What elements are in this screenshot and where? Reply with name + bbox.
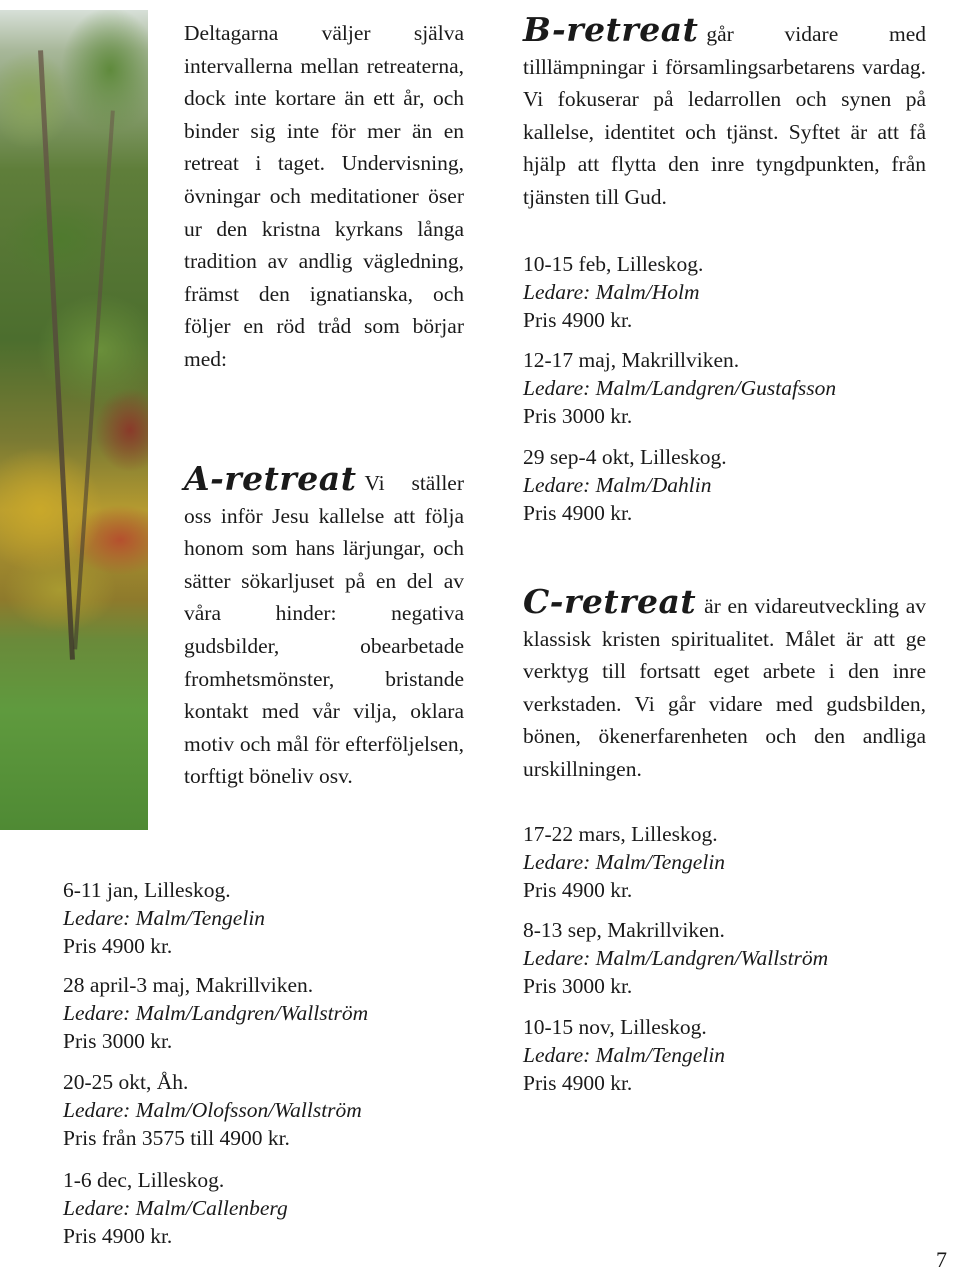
event-price: Pris 4900 kr. xyxy=(523,878,633,902)
event-leaders: Ledare: Malm/Landgren/Wallström xyxy=(523,946,829,970)
a-retreat-paragraph xyxy=(184,459,464,793)
event-date: 20-25 okt, Åh. xyxy=(63,1070,189,1094)
event-leaders: Ledare: Malm/Callenberg xyxy=(63,1196,288,1220)
b-retreat-text: går vidare med tilllämpningar i församlingsarbetarens vardag. Vi fokuserar på ledarrollen och synen på kallelse, identitet och tjänst. Syftet är att få hjälp att flytta den inre tyngdpunkten, från tjänsten till Gud. xyxy=(523,22,926,209)
event-price: Pris 4900 kr. xyxy=(63,934,173,958)
c-retreat-event xyxy=(523,916,828,1000)
b-retreat-paragraph xyxy=(523,10,926,214)
event-price: Pris 4900 kr. xyxy=(523,1071,633,1095)
event-date: 28 april-3 maj, Makrillviken. xyxy=(63,973,314,997)
b-retreat-event xyxy=(523,443,727,527)
a-retreat-heading: A-retreat xyxy=(184,459,357,498)
event-leaders: Ledare: Malm/Landgren/Wallström xyxy=(63,1001,369,1025)
event-price: Pris 4900 kr. xyxy=(63,1224,173,1248)
c-retreat-heading: C-retreat xyxy=(523,582,697,621)
event-price: Pris 4900 kr. xyxy=(523,308,633,332)
b-retreat-heading: B-retreat xyxy=(523,10,699,49)
event-price: Pris 3000 kr. xyxy=(63,1029,173,1053)
event-date: 29 sep-4 okt, Lilleskog. xyxy=(523,445,727,469)
c-retreat-event xyxy=(523,820,725,904)
event-leaders: Ledare: Malm/Dahlin xyxy=(523,473,712,497)
event-leaders: Ledare: Malm/Landgren/Gustafsson xyxy=(523,376,837,400)
a-retreat-text: Vi ställer oss inför Jesu kallelse att följa honom som hans lärjungar, och sätter sökarljuset på en del av våra hinder: negativa gudsbilder, obearbetade fromhetsmönster, bristande kontakt med vår vilja, oklara motiv och mål för efterföljelsen, torftigt böneliv osv. xyxy=(184,471,464,789)
event-date: 10-15 feb, Lilleskog. xyxy=(523,252,704,276)
event-date: 17-22 mars, Lilleskog. xyxy=(523,822,718,846)
event-date: 1-6 dec, Lilleskog. xyxy=(63,1168,225,1192)
c-retreat-event xyxy=(523,1013,725,1097)
landscape-photo xyxy=(0,10,148,830)
c-retreat-text: är en vidareutveckling av klassisk kristen spiritualitet. Målet är att ge verktyg till fortsatt eget arbete i den inre verkstaden. Vi går vidare med gudsbilden, bönen, ökenerfarenheten och den andliga urskillningen. xyxy=(523,594,926,781)
event-leaders: Ledare: Malm/Olofsson/Wallström xyxy=(63,1098,362,1122)
a-retreat-event xyxy=(63,1068,362,1152)
tree-trunk xyxy=(73,111,115,650)
a-retreat-event xyxy=(63,971,368,1055)
event-price: Pris 3000 kr. xyxy=(523,404,633,428)
a-retreat-event xyxy=(63,1166,288,1250)
page-number: 7 xyxy=(936,1247,947,1272)
intro-paragraph: Deltagarna väljer själva intervallerna mellan retreaterna, dock inte kortare än ett år, och binder sig inte för mer än en retreat i taget. Undervisning, övningar och meditationer öser ur den kristna kyrkans långa tradition av andlig vägledning, främst den ignatianska, och följer en röd tråd som börjar med: xyxy=(184,21,464,371)
event-leaders: Ledare: Malm/Tengelin xyxy=(523,1043,726,1067)
b-retreat-event xyxy=(523,346,836,430)
event-leaders: Ledare: Malm/Tengelin xyxy=(523,850,726,874)
tree-trunk xyxy=(38,50,75,659)
event-leaders: Ledare: Malm/Tengelin xyxy=(63,906,266,930)
event-price: Pris 4900 kr. xyxy=(523,501,633,525)
event-date: 6-11 jan, Lilleskog. xyxy=(63,878,231,902)
event-date: 8-13 sep, Makrillviken. xyxy=(523,918,725,942)
a-retreat-event xyxy=(63,876,265,960)
event-leaders: Ledare: Malm/Holm xyxy=(523,280,700,304)
event-date: 10-15 nov, Lilleskog. xyxy=(523,1015,707,1039)
event-price: Pris från 3575 till 4900 kr. xyxy=(63,1126,290,1150)
b-retreat-event xyxy=(523,250,703,334)
c-retreat-paragraph xyxy=(523,582,926,786)
event-price: Pris 3000 kr. xyxy=(523,974,633,998)
event-date: 12-17 maj, Makrillviken. xyxy=(523,348,740,372)
